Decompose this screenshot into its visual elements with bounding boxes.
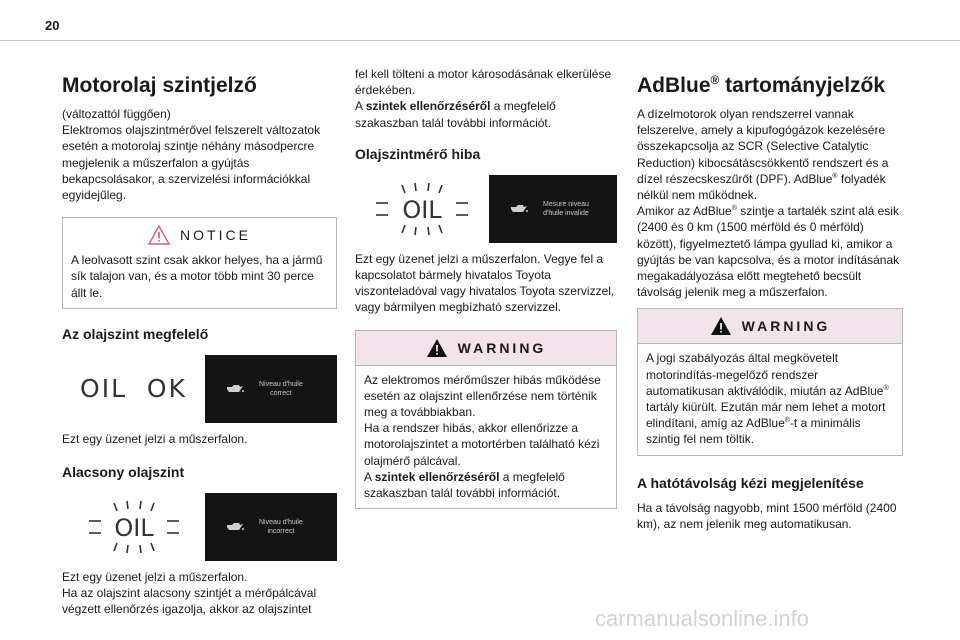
range-text: Ha a távolság nagyobb, mint 1500 mérföld (2400 km), az nem jelenik meg automatikusan. (637, 500, 897, 531)
adblue-paragraph-1: A dízelmotorok olyan rendszerrel vannak felszerelve, amely a kipufogógázok kezelésére összekapcsolja az SCR (Selective Catalytic Reduction) kibocsátáscsökkentő rendszert és a dízel részecskeszűrőt (DPF). AdBlue® folyadék nélkül nem működnek. (637, 107, 889, 203)
display-oil-low (62, 493, 337, 561)
display-oil-fault (355, 175, 617, 243)
oil-ok-caption: Ezt egy üzenet jelzi a műszerfalon. (62, 431, 248, 446)
oil-fault-display-text: OIL (402, 195, 442, 224)
notice-box (62, 217, 337, 309)
heading-range-display: A hatótávolság kézi megjelenítése (637, 474, 864, 491)
warning-triangle-icon (148, 225, 170, 245)
levels-check-link: szintek ellenőrzéséről (374, 469, 500, 484)
oil-fault-caption: Ezt egy üzenet jelzi a műszerfalon. Vegye fel a kapcsolatot bármely hivatalos Toyota viszonteladóval vagy hivatalos Toyota szervizzel, vagy bármilyen megbízható szervizzel. (355, 251, 615, 315)
oil-low-message: Niveau d'huile incorrect (259, 519, 303, 536)
heading-oil-ok: Az olajszint megfelelő (62, 325, 209, 342)
warning-triangle-icon (710, 316, 732, 336)
warning-box-oil (355, 330, 617, 510)
oil-ok-display-text: OIL OK (80, 373, 187, 403)
continued-text: fel kell tölteni a motor károsodásának elkerülése érdekében. (355, 67, 612, 98)
page-number: 20 (45, 18, 60, 33)
watermark: carmanualsonline.info (595, 606, 810, 631)
adblue-warning-text: A jogi szabályozás által megkövetelt motorindítás-megelőző rendszer automatikusan aktiválódik, miután az AdBlue® tartály kiürült. Ezután már nem lehet a motort elindítani, amíg az AdBlue®-t a minimális szintig fel nem töltik. (646, 351, 889, 447)
oil-can-icon (509, 203, 529, 215)
warning-title: WARNING (457, 339, 547, 356)
column-1 (62, 58, 337, 618)
section-title-oil-level: Motorolaj szintjelző (62, 74, 257, 97)
warning-text: Az elektromos mérőműszer hibás működése esetén az olajszint ellenőrzése nem történik meg a továbbiakban. Ha a rendszer hibás, akkor ellenőrizze a motorolajszintet a motortérben található kézi olajmérő pálcával. (364, 372, 601, 468)
heading-oil-gauge-fault: Olajszintmérő hiba (355, 145, 481, 162)
oil-warning-rays-icon (69, 497, 199, 557)
notice-title: NOTICE (180, 227, 251, 244)
column-3 (637, 58, 903, 532)
oil-can-icon (225, 521, 245, 533)
warning-reference: A szintek ellenőrzéséről a megfelelő szakaszban talál további információt. (364, 469, 565, 501)
warning-title: WARNING (741, 318, 831, 335)
oil-ok-message: Niveau d'huile correct (259, 380, 303, 397)
oil-warning-rays-icon (360, 179, 484, 239)
oil-level-intro: (változattól függően) Elektromos olajszintmérővel felszerelt változatok esetén a motorolaj szintje néhány másodpercre megjelenik a műszerfalon a gyújtás bekapcsolásakor, a szervizelési információkkal egyidejűleg. (62, 107, 321, 203)
oil-low-display-text: OIL (113, 514, 154, 543)
continued-reference: A szintek ellenőrzéséről a megfelelő szakaszban talál további információt. (355, 99, 556, 130)
header-rule (0, 40, 960, 41)
oil-low-caption: Ezt egy üzenet jelzi a műszerfalon. Ha az olajszint alacsony szintjét a mérőpálcával végzett ellenőrzés igazolja, akkor az olajszintet (62, 570, 317, 617)
warning-box-adblue (637, 308, 903, 455)
column-2 (355, 66, 617, 509)
heading-oil-low: Alacsony olajszint (62, 464, 185, 481)
display-oil-ok (62, 355, 337, 423)
section-title-adblue: AdBlue® tartományjelzők (637, 73, 886, 97)
oil-can-icon (225, 383, 245, 395)
adblue-paragraph-2: Amikor az AdBlue® szintje a tartalék szint alá esik (2400 és 0 km (1500 mérföld és 0 mérföld) között), figyelmeztető lámpa gyullad ki, amikor a gyújtás be van kapcsolva, és a motor indításának megakadályozása előtt megtehető becsült távolság jelenik meg a műszerfalon. (637, 204, 900, 300)
levels-check-link: szintek ellenőrzéséről (365, 99, 491, 114)
notice-text: A leolvasott szint csak akkor helyes, ha a jármű sík talajon van, és a motor több mint 30 perce állt le. (71, 253, 323, 300)
warning-triangle-icon (426, 338, 448, 358)
oil-fault-message: Mesure niveau d'huile invalide (543, 200, 589, 217)
